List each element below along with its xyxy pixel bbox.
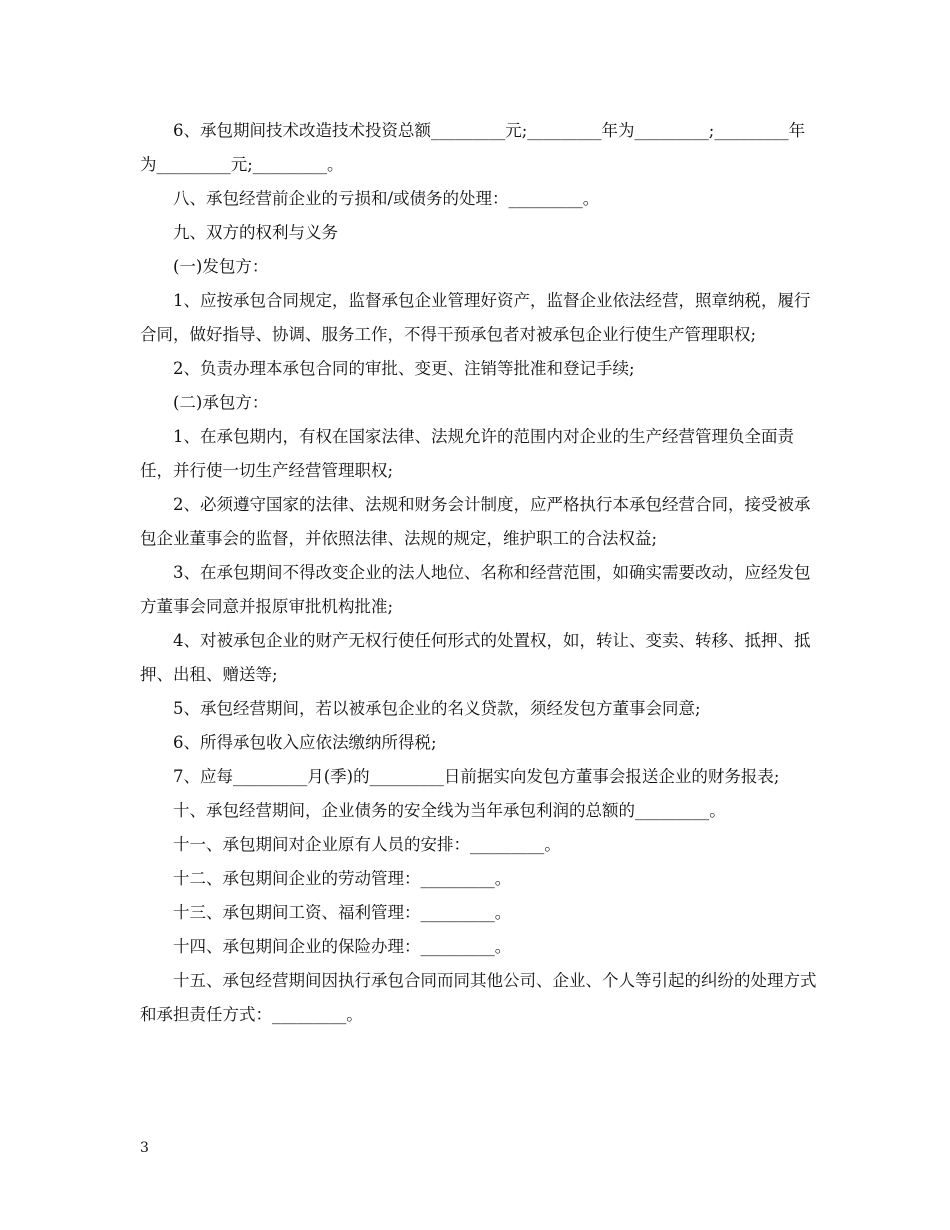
clause-paragraph: 1、在承包期内，有权在国家法律、法规允许的范围内对企业的生产经营管理负全面责任，并行使一切生产经营管理职权; xyxy=(140,427,794,480)
subsection-heading: (二)承包方： xyxy=(173,393,269,412)
subsection-heading: (一)发包方： xyxy=(173,257,269,276)
clause-paragraph: 6、所得承包收入应依法缴纳所得税; xyxy=(173,733,437,752)
clause-paragraph: 八、承包经营前企业的亏损和/或债务的处理：_________。 xyxy=(173,189,600,208)
clause-paragraph: 6、承包期间技术改造技术投资总额_________元;_________年为_________;_________年为_________元;_________。 xyxy=(140,121,806,174)
clause-paragraph: 2、必须遵守国家的法律、法规和财务会计制度，应严格执行本承包经营合同，接受被承包企业董事会的监督，并依照法律、法规的规定，维护职工的合法权益; xyxy=(140,495,811,548)
clause-paragraph: 5、承包经营期间，若以被承包企业的名义贷款，须经发包方董事会同意; xyxy=(173,699,701,718)
clause-paragraph: 十、承包经营期间，企业债务的安全线为当年承包利润的总额的_________。 xyxy=(173,801,726,820)
clause-paragraph: 十二、承包期间企业的劳动管理：_________。 xyxy=(173,869,512,888)
section-heading: 九、双方的权利与义务 xyxy=(173,223,338,242)
clause-paragraph: 十四、承包期间企业的保险办理：_________。 xyxy=(173,937,512,956)
clause-paragraph: 7、应每_________月(季)的_________日前据实向发包方董事会报送企业的财务报表; xyxy=(173,767,780,786)
clause-paragraph: 十五、承包经营期间因执行承包合同而同其他公司、企业、个人等引起的纠纷的处理方式和承担责任方式：_________。 xyxy=(140,971,817,1024)
clause-paragraph: 1、应按承包合同规定，监督承包企业管理好资产，监督企业依法经营，照章纳税，履行合同，做好指导、协调、服务工作，不得干预承包者对被承包企业行使生产管理职权; xyxy=(140,291,811,344)
page-number: 3 xyxy=(140,1140,149,1156)
clause-paragraph: 3、在承包期间不得改变企业的法人地位、名称和经营范围，如确实需要改动，应经发包方董事会同意并报原审批机构批准; xyxy=(140,563,811,616)
clause-paragraph: 十三、承包期间工资、福利管理：_________。 xyxy=(173,903,512,922)
clause-paragraph: 十一、承包期间对企业原有人员的安排：_________。 xyxy=(173,835,561,854)
document-body xyxy=(140,114,820,1032)
clause-paragraph: 4、对被承包企业的财产无权行使任何形式的处置权，如，转让、变卖、转移、抵押、抵押、出租、赠送等; xyxy=(140,631,811,684)
clause-paragraph: 2、负责办理本承包合同的审批、变更、注销等批准和登记手续; xyxy=(173,359,635,378)
